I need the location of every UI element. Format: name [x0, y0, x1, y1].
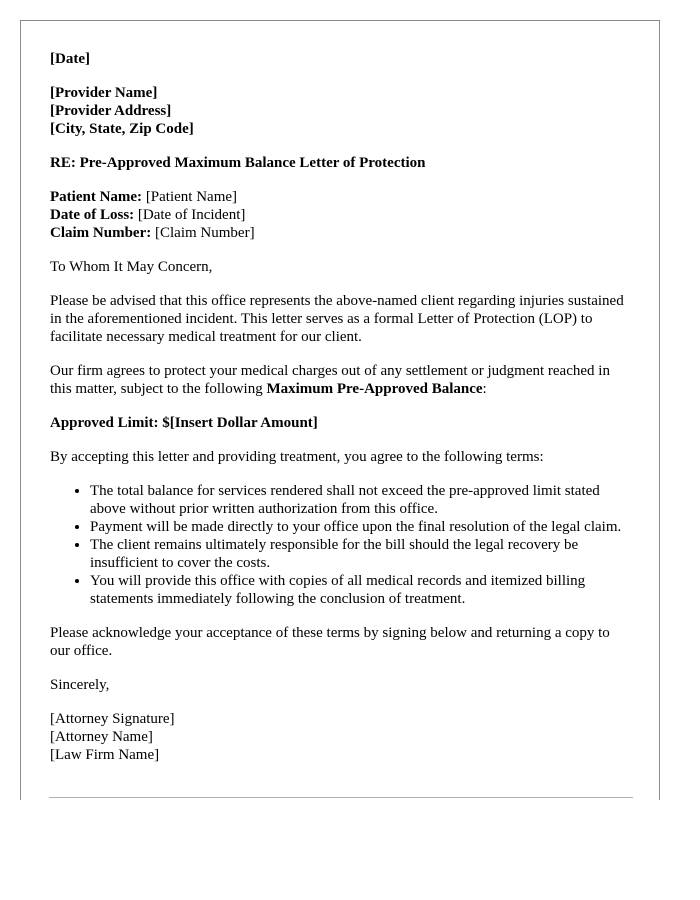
paragraph-representation: Please be advised that this office represents the above-named client regarding injuries sustained in the aforementioned incident. This letter serves as a formal Letter of Protection (LOP) to facilitate necessary medical treatment for our client. [50, 293, 624, 345]
list-item: • The total balance for services rendered shall not exceed the pre-approved limit stated above without prior written authorization from this office. [90, 482, 631, 518]
attorney-signature: [Attorney Signature] [50, 711, 175, 727]
letter-page [20, 20, 660, 800]
approved-limit: Approved Limit: $[Insert Dollar Amount] [50, 415, 318, 431]
claim-number-row [50, 224, 631, 242]
provider-city-state-zip: [City, State, Zip Code] [50, 121, 194, 137]
terms-list [50, 482, 631, 608]
list-item: • The client remains ultimately responsible for the bill should the legal recovery be insufficient to cover the costs. [90, 536, 631, 572]
footer-divider [49, 797, 633, 798]
closing-paragraph: Please acknowledge your acceptance of these terms by signing below and returning a copy to our office. [50, 625, 610, 659]
list-item: • Payment will be made directly to your office upon the final resolution of the legal claim. [90, 518, 631, 536]
agreement-bold-term: Maximum Pre-Approved Balance [266, 381, 483, 397]
letter-subject: RE: Pre-Approved Maximum Balance Letter of Protection [50, 155, 426, 171]
date-of-loss-row [50, 206, 631, 224]
claim-number-label: Claim Number: [50, 225, 152, 241]
provider-name: [Provider Name] [50, 85, 158, 101]
claim-number-value: [Claim Number] [155, 225, 255, 241]
provider-block [50, 84, 631, 138]
agreement-end: : [482, 381, 487, 397]
list-item: • You will provide this office with copies of all medical records and itemized billing statements immediately following the conclusion of treatment. [90, 572, 631, 608]
law-firm-name: [Law Firm Name] [50, 747, 160, 763]
patient-name-label: Patient Name: [50, 189, 143, 205]
terms-intro: By accepting this letter and providing treatment, you agree to the following terms: [50, 449, 544, 465]
patient-info-block [50, 188, 631, 242]
date-of-loss-value: [Date of Incident] [137, 207, 246, 223]
attorney-name: [Attorney Name] [50, 729, 153, 745]
salutation: To Whom It May Concern, [50, 259, 213, 275]
paragraph-agreement [50, 362, 631, 398]
signature-block [50, 710, 631, 764]
letter-date: [Date] [50, 51, 90, 67]
agreement-text: Our firm agrees to protect your medical charges out of any settlement or judgment reached in this matter, subject to the following [50, 363, 610, 397]
patient-name-value: [Patient Name] [145, 189, 238, 205]
closing: Sincerely, [50, 677, 110, 693]
patient-name-row [50, 188, 631, 206]
date-of-loss-label: Date of Loss: [50, 207, 135, 223]
provider-address: [Provider Address] [50, 103, 172, 119]
